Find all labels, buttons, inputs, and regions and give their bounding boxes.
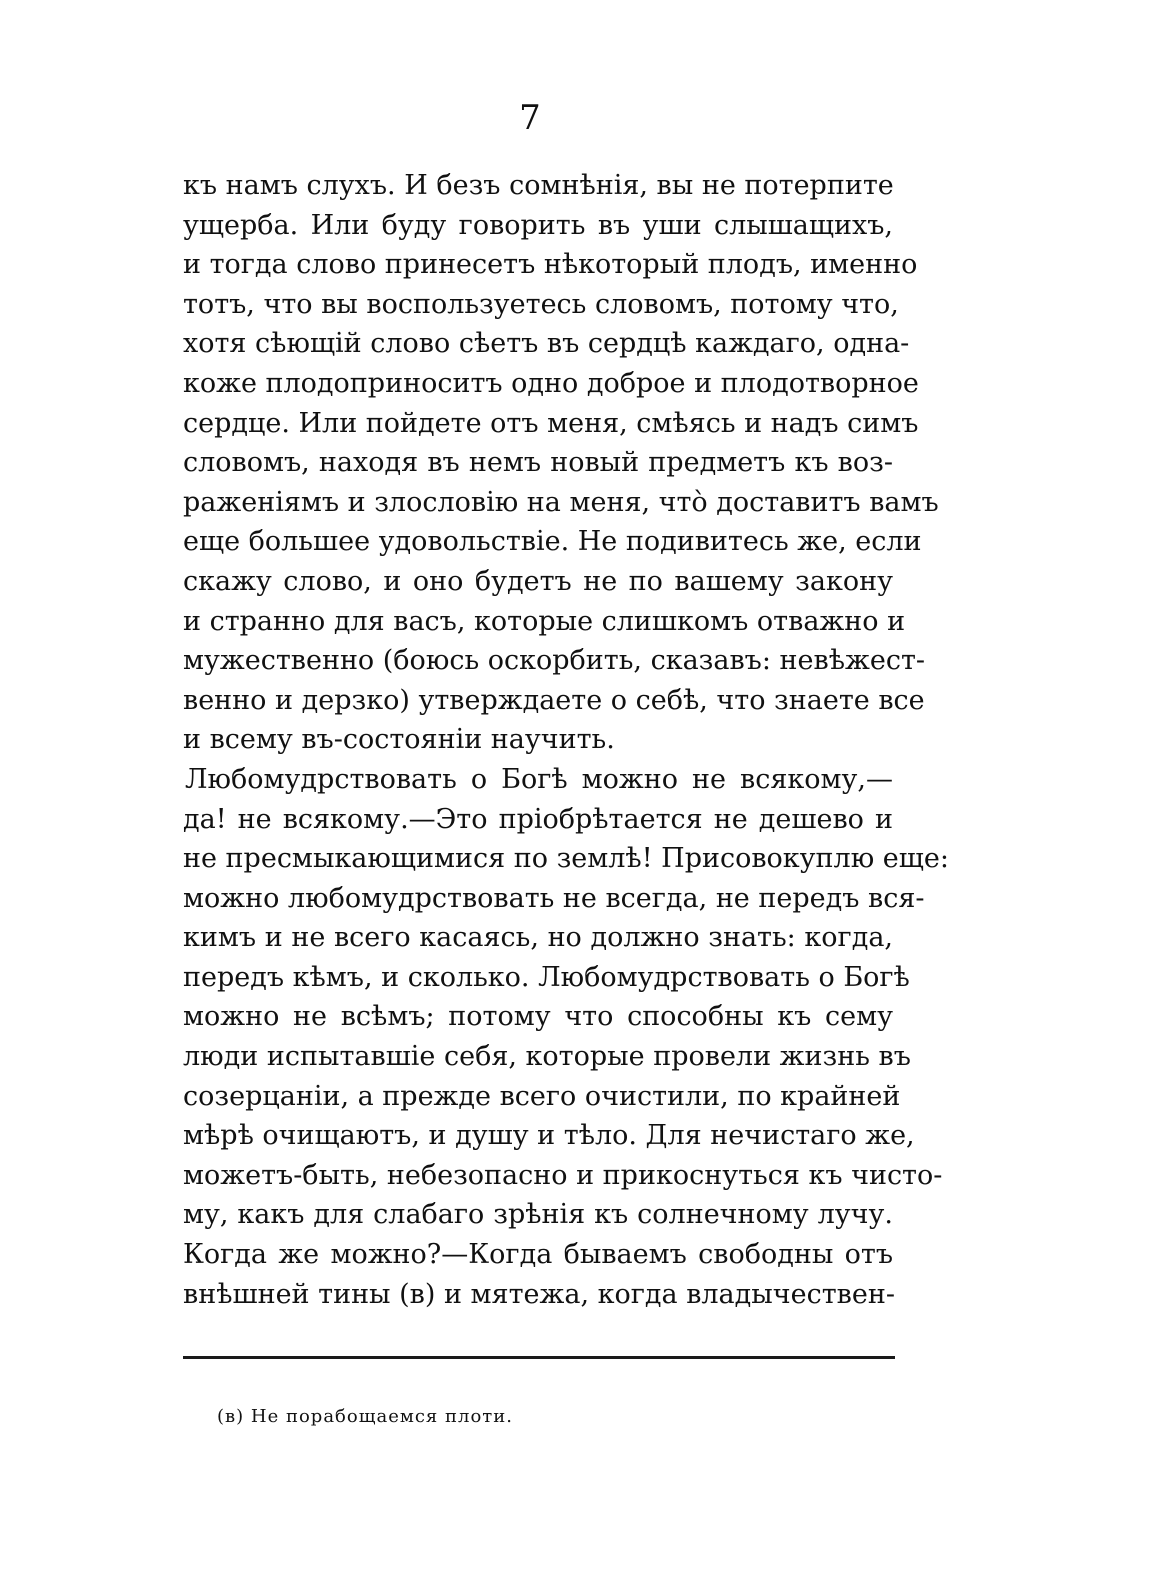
text-line: можно не всѣмъ; потому что способны къ сему: [183, 1001, 893, 1033]
text-line: и странно для васъ, которые слишкомъ отважно и: [183, 605, 906, 637]
text-line: скажу слово, и оно будетъ не по вашему закону: [183, 565, 893, 597]
text-line: мужественно (боюсь оскорбить, сказавъ: невѣжест-: [183, 645, 925, 677]
text-line: венно и дерзко) утверждаете о себѣ, что знаете все: [183, 684, 925, 716]
text-line: да! не всякому.—Это пріобрѣтается не дешево и: [183, 803, 893, 835]
text-line: хотя сѣющій слово сѣетъ въ сердцѣ каждаго, одна-: [183, 328, 910, 360]
text-line: кимъ и не всего касаясь, но должно знать: когда,: [183, 922, 893, 954]
text-line: можетъ-быть, небезопасно и прикоснуться къ чисто-: [183, 1159, 943, 1191]
footnote-divider: [183, 1356, 895, 1359]
text-line: передъ кѣмъ, и сколько. Любомудрствовать о Богѣ: [183, 961, 910, 993]
text-line: Когда же можно?—Когда бываемъ свободны отъ: [183, 1239, 893, 1271]
text-line: Любомудрствовать о Богѣ можно не всякому,—: [185, 763, 893, 795]
text-line: не пресмыкающимися по землѣ! Присовокуплю еще:: [183, 843, 949, 875]
page-number: 7: [519, 98, 541, 138]
text-line: къ намъ слухъ. И безъ сомнѣнія, вы не потерпите: [183, 170, 894, 201]
body-text: [183, 166, 949, 1314]
text-line: мѣрѣ очищаютъ, и душу и тѣло. Для нечистаго же,: [183, 1120, 915, 1152]
text-line: словомъ, находя въ немъ новый предметъ къ воз-: [183, 447, 893, 479]
text-line: и тогда слово принесетъ нѣкоторый плодъ, именно: [183, 249, 918, 281]
footnote: (в) Не порабощаемся плоти.: [217, 1406, 513, 1427]
text-line: и всему въ-состояніи научить.: [183, 724, 615, 756]
text-line: еще большее удовольствіе. Не подивитесь же, если: [183, 526, 922, 558]
text-line: созерцаніи, а прежде всего очистили, по крайней: [183, 1080, 901, 1112]
text-line: коже плодоприноситъ одно доброе и плодотворное: [183, 367, 919, 399]
text-line: сердце. Или пойдете отъ меня, смѣясь и надъ симъ: [183, 407, 919, 439]
text-line: ущерба. Или буду говорить въ уши слышащихъ,: [183, 209, 893, 241]
text-line: раженіямъ и злословію на меня, что̀ доставитъ вамъ: [183, 486, 939, 518]
text-line: тотъ, что вы воспользуетесь словомъ, потому что,: [183, 288, 899, 320]
text-line: внѣшней тины (в) и мятежа, когда владычествен-: [183, 1278, 895, 1310]
text-line: можно любомудрствовать не всегда, не передъ вся-: [183, 882, 925, 914]
text-line: му, какъ для слабаго зрѣнія къ солнечному лучу.: [183, 1199, 893, 1231]
text-line: люди испытавшіе себя, которые провели жизнь въ: [183, 1041, 911, 1073]
